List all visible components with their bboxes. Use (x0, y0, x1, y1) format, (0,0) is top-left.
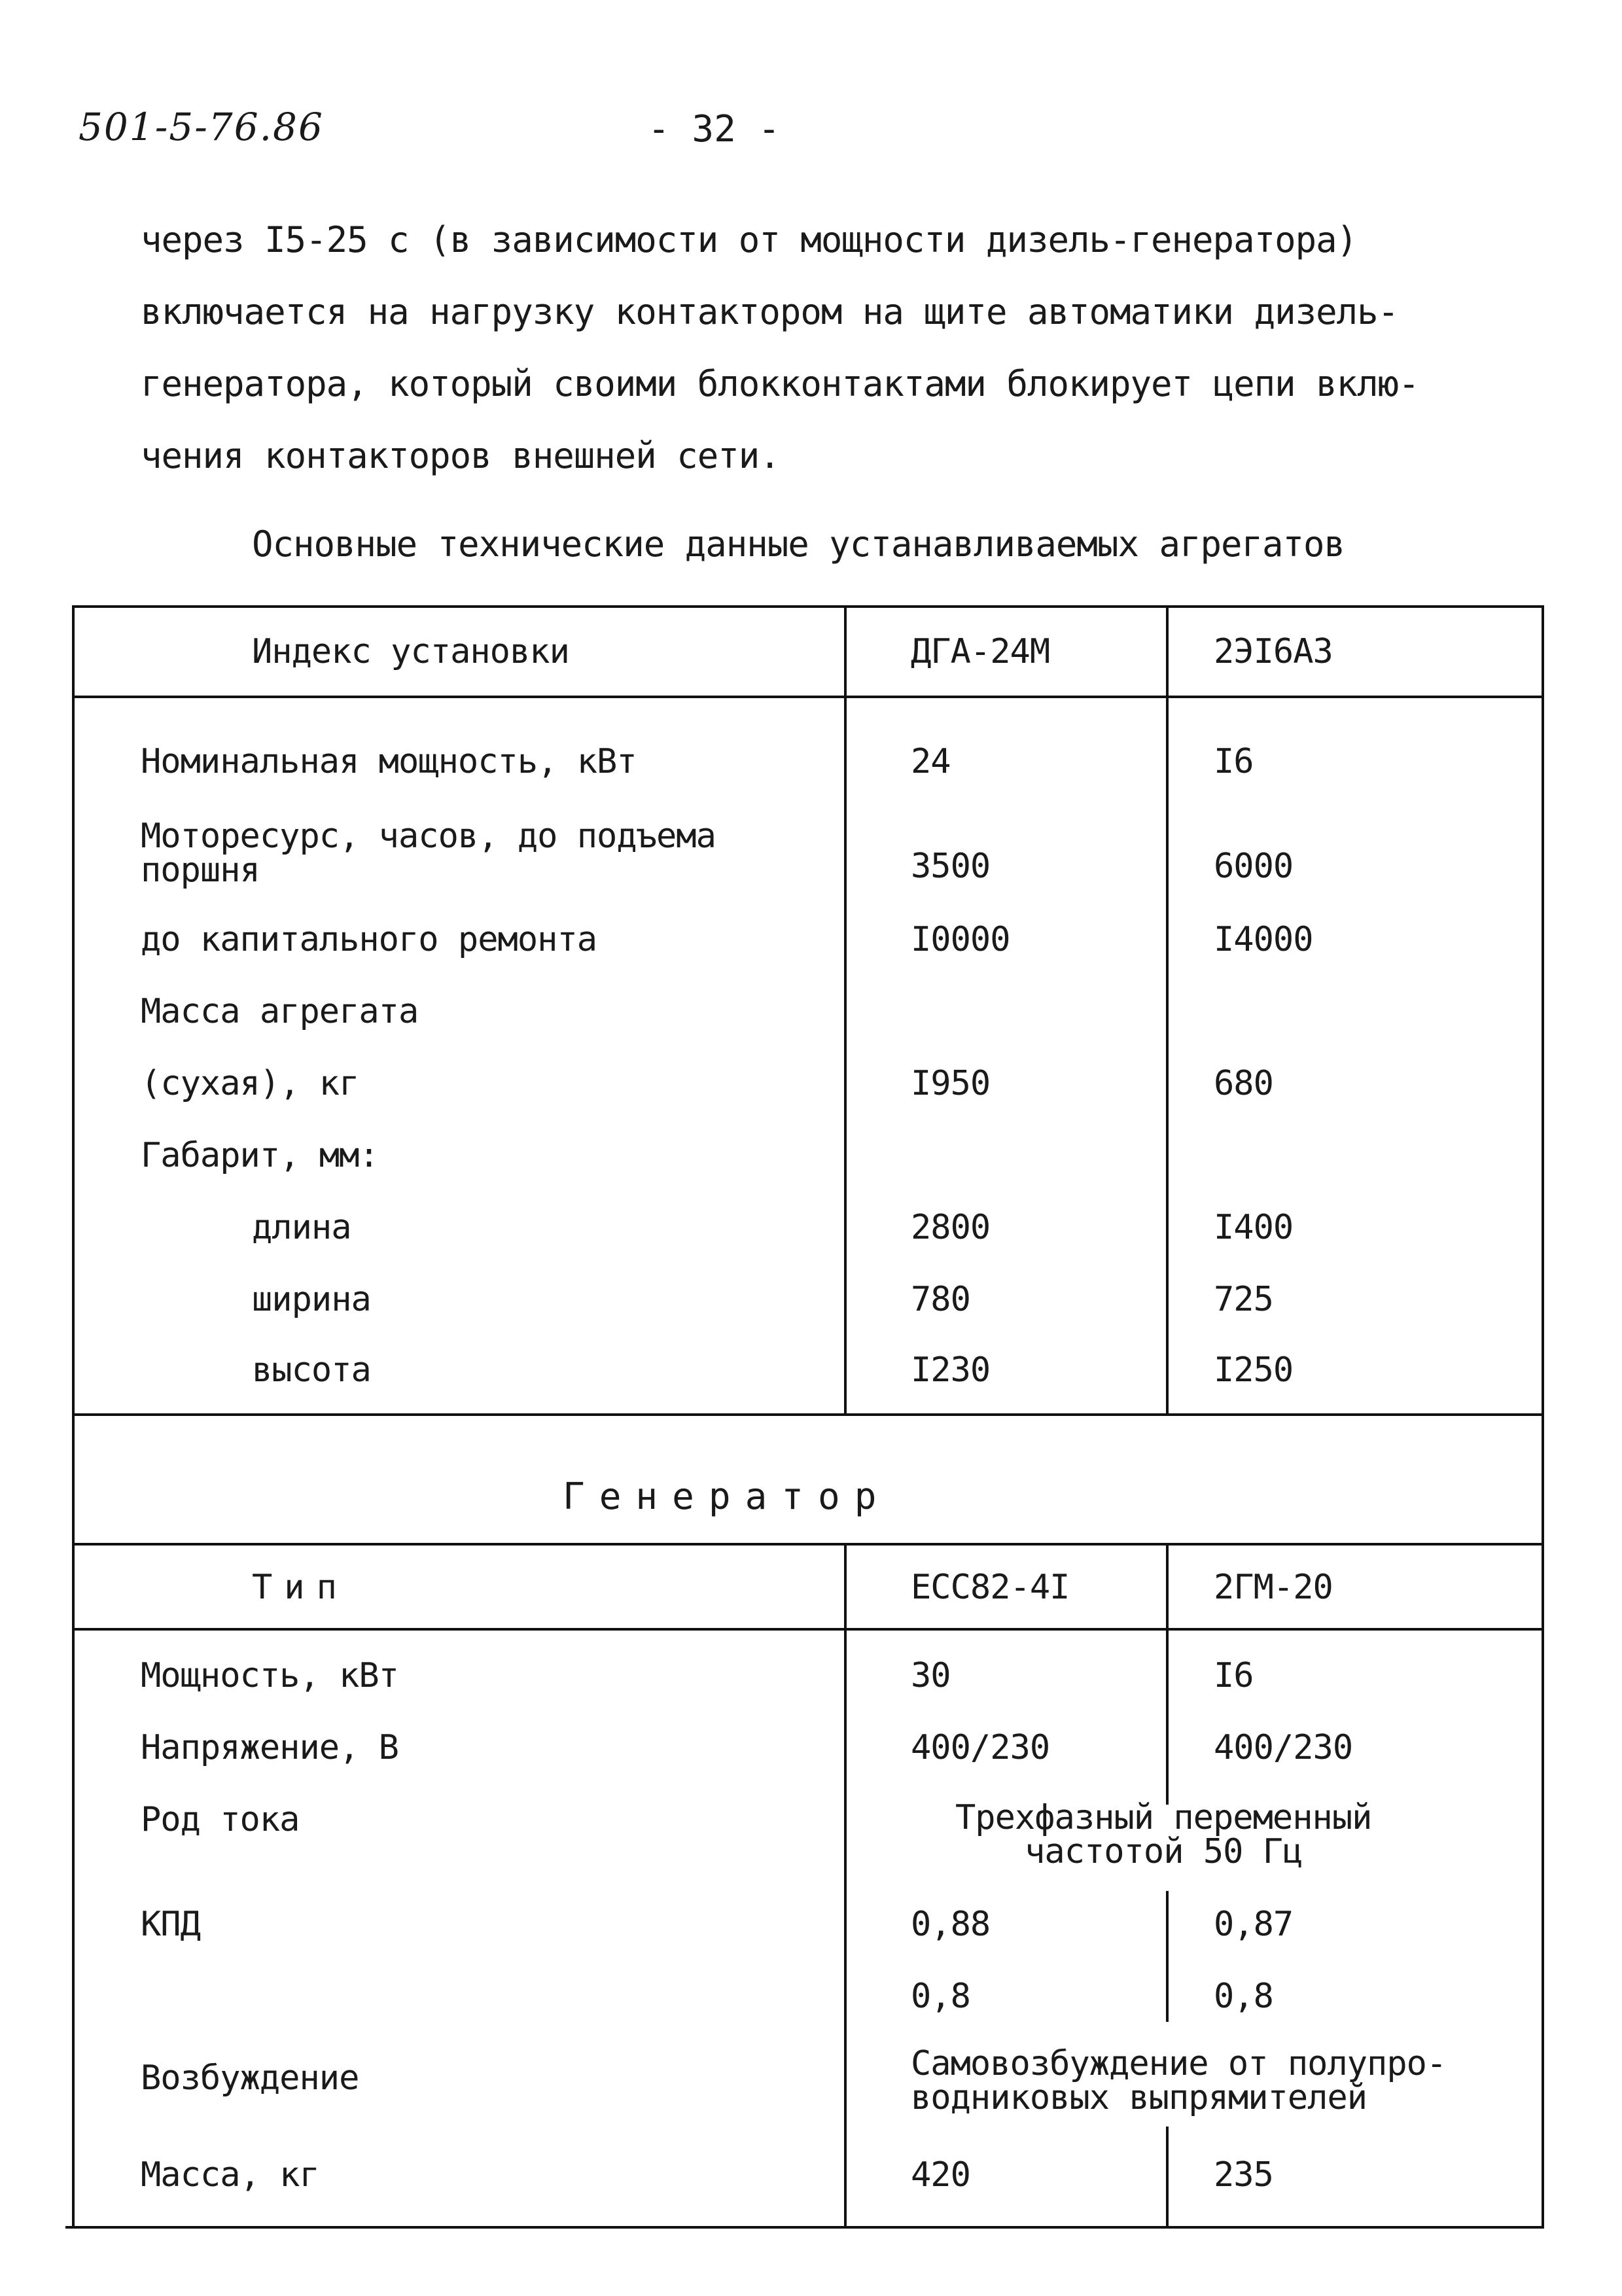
row-value: 0,87 (1214, 1905, 1294, 1944)
generator-header-bottom (72, 1628, 1544, 1631)
column-header-2e16: 2ЭI6АЗ (1214, 632, 1333, 671)
row-label: Масса агрегата (141, 992, 419, 1031)
row-label: Номинальная мощность, кВт (141, 742, 637, 781)
row-label: до капитального ремонта (141, 920, 597, 959)
section-divider (72, 1413, 1544, 1416)
row-value: 680 (1214, 1064, 1273, 1103)
row-value: 235 (1214, 2155, 1273, 2195)
column-header-dga: ДГА-24М (911, 632, 1050, 671)
paragraph-line: генератора, который своими блокконтактами блокирует цепи вклю- (141, 363, 1419, 404)
row-value: 400/230 (1214, 1728, 1353, 1767)
row-value: I230 (911, 1351, 991, 1390)
row-value: 0,88 (911, 1905, 991, 1944)
row-value: 780 (911, 1280, 970, 1319)
column-divider (1166, 1891, 1169, 2022)
row-value: 6000 (1214, 847, 1294, 886)
row-label: Масса, кг (141, 2155, 319, 2195)
row-label: Моторесурс, часов, до подъема поршня (141, 817, 716, 890)
table-caption: Основные технические данные устанавливаемых агрегатов (252, 523, 1345, 565)
row-value: I6 (1214, 742, 1254, 781)
column-divider (1166, 1543, 1169, 1805)
row-label: высота (252, 1351, 371, 1390)
row-value: I950 (911, 1064, 991, 1103)
document-code: 501-5-76.86 (79, 105, 324, 149)
page-number: - 32 - (648, 108, 781, 150)
row-label: длина (252, 1208, 351, 1247)
column-header-type: Тип (252, 1568, 349, 1607)
row-value: 30 (911, 1656, 951, 1695)
row-label: Мощность, кВт (141, 1656, 398, 1695)
row-label: Габарит, мм: (141, 1136, 379, 1175)
row-value: 0,8 (911, 1977, 970, 2016)
row-value: 2800 (911, 1208, 991, 1247)
generator-section-title: Генератор (563, 1475, 891, 1518)
row-label: Род тока (141, 1800, 300, 1839)
row-label: ширина (252, 1280, 371, 1319)
table-top-border (72, 605, 1544, 608)
row-label: (сухая), кг (141, 1064, 359, 1103)
row-value: I6 (1214, 1656, 1254, 1695)
row-value: 3500 (911, 847, 991, 886)
row-value: 725 (1214, 1280, 1273, 1319)
header-divider (72, 696, 1544, 698)
column-divider (844, 605, 847, 1413)
merged-value: Самовозбуждение от полупро- водниковых выпрямителей (911, 2044, 1447, 2117)
row-value: 400/230 (911, 1728, 1050, 1767)
column-divider (1166, 605, 1169, 1413)
row-value: I250 (1214, 1351, 1294, 1390)
row-value: 24 (911, 742, 951, 781)
row-value: 0,8 (1214, 1977, 1273, 2016)
merged-value: Трехфазный переменный частотой 50 Гц (955, 1798, 1372, 1871)
paragraph-line: через I5-25 с (в зависимости от мощности дизель-генератора) (141, 219, 1358, 260)
row-value: 420 (911, 2155, 970, 2195)
table-right-border (1542, 605, 1544, 2228)
row-value: I0000 (911, 920, 1010, 959)
paragraph-line: чения контакторов внешней сети. (141, 435, 780, 476)
table-bottom-border (65, 2226, 1544, 2229)
paragraph-line: включается на нагрузку контактором на щите автоматики дизель- (141, 291, 1399, 332)
row-label: КПД (141, 1905, 200, 1944)
generator-header-top (72, 1543, 1544, 1545)
table-left-border (72, 605, 75, 2228)
row-label: Напряжение, В (141, 1728, 398, 1767)
column-header-2gm: 2ГМ-20 (1214, 1568, 1333, 1607)
row-label: Возбуждение (141, 2058, 359, 2098)
row-value: I4000 (1214, 920, 1313, 959)
column-divider (1166, 2127, 1169, 2228)
row-value: I400 (1214, 1208, 1294, 1247)
column-header-ess: ЕСС82-4I (911, 1568, 1070, 1607)
column-divider (844, 1543, 847, 2228)
column-header-index: Индекс установки (252, 632, 569, 671)
